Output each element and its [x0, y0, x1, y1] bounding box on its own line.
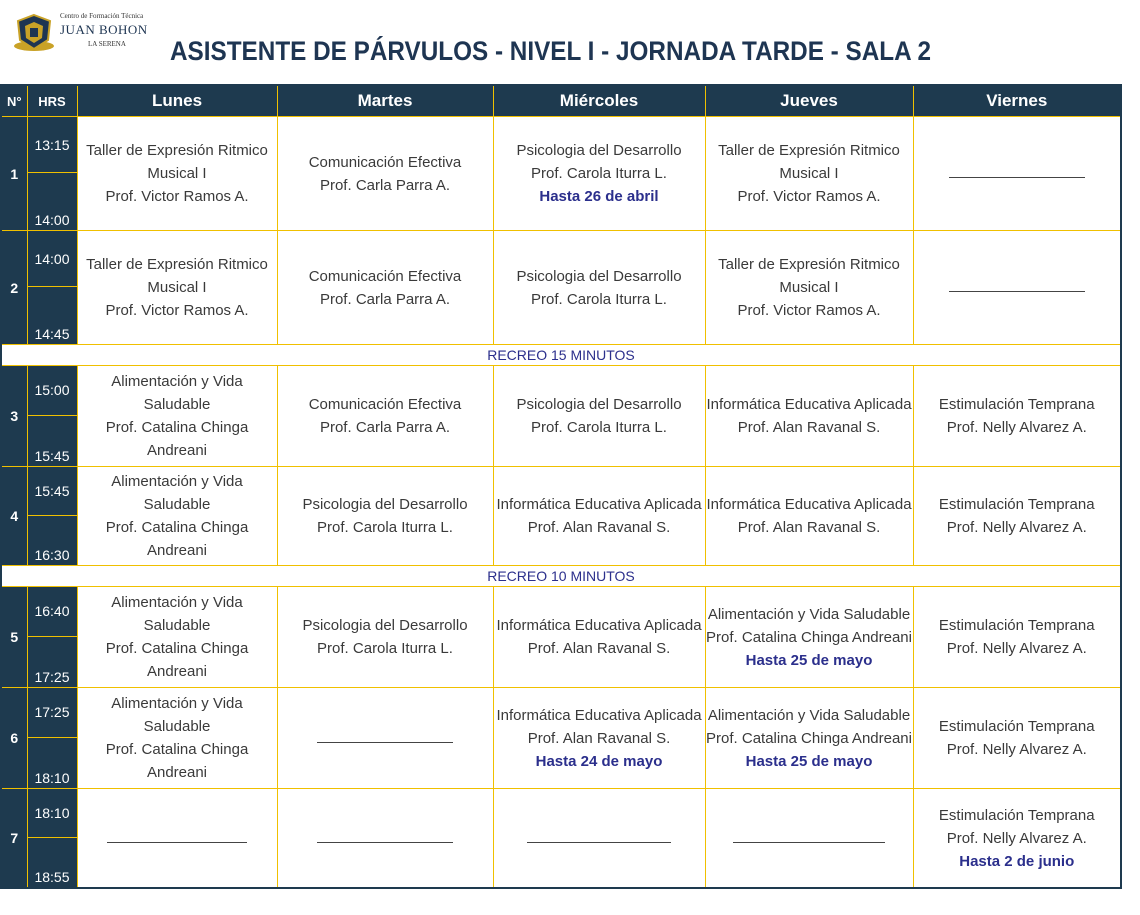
- course-line: Musical I: [147, 165, 207, 182]
- class-cell: [277, 231, 493, 345]
- course-line: Prof. Victor Ramos A.: [737, 188, 881, 205]
- time-start: 15:45: [34, 482, 70, 499]
- course-line: Prof. Catalina Chinga Andreani: [706, 729, 912, 747]
- course-name: Estimulación Temprana: [938, 396, 1095, 413]
- period-number: 6: [1, 688, 27, 789]
- period-hours: [27, 467, 77, 566]
- course-name: Estimulación Temprana: [938, 718, 1095, 735]
- period-hours: [27, 366, 77, 467]
- course-line: Prof. Catalina Chinga Andreani: [105, 419, 249, 459]
- class-cell: [913, 789, 1121, 889]
- course-name: Taller de Expresión Ritmico: [86, 256, 268, 273]
- period-hours: [27, 587, 77, 688]
- class-cell: [277, 789, 493, 889]
- class-cell: [913, 366, 1121, 467]
- logo-line-2: JUAN BOHON: [60, 22, 148, 37]
- course-name: Informática Educativa Aplicada: [706, 496, 912, 513]
- class-cell: [705, 789, 913, 889]
- time-end: 18:55: [28, 837, 77, 888]
- course-name: Alimentación y Vida Saludable: [111, 594, 243, 634]
- class-cell: [705, 467, 913, 566]
- class-cell: [913, 117, 1121, 231]
- break-label: RECREO 15 MINUTOS: [1, 345, 1121, 366]
- course-name: Alimentación y Vida Saludable: [111, 373, 243, 413]
- course-name: Informática Educativa Aplicada: [706, 396, 912, 413]
- class-cell: [705, 117, 913, 231]
- table-row: [1, 467, 1121, 566]
- header-day: Lunes: [77, 85, 277, 117]
- table-row: [1, 117, 1121, 231]
- table-row: [1, 366, 1121, 467]
- course-name: Psicologia del Desarrollo: [302, 617, 468, 634]
- course-line: Prof. Carla Parra A.: [319, 290, 451, 308]
- header-row: [1, 85, 1121, 117]
- course-name: Alimentación y Vida Saludable: [707, 706, 911, 724]
- class-cell: [77, 231, 277, 345]
- period-number: 1: [1, 117, 27, 231]
- course-line: Prof. Catalina Chinga Andreani: [105, 519, 249, 559]
- header-day: Martes: [277, 85, 493, 117]
- header-number: N°: [1, 85, 27, 117]
- class-cell: [277, 467, 493, 566]
- time-end: 17:25: [28, 636, 77, 688]
- course-line: Prof. Nelly Alvarez A.: [946, 419, 1087, 436]
- break-row: [1, 345, 1121, 366]
- class-cell: [913, 467, 1121, 566]
- course-line: Prof. Alan Ravanal S.: [737, 519, 881, 536]
- time-start: 17:25: [34, 704, 70, 721]
- course-name: Comunicación Efectiva: [308, 396, 462, 413]
- class-cell: [277, 117, 493, 231]
- class-cell: [705, 587, 913, 688]
- header-hours: HRS: [27, 85, 77, 117]
- period-number: 7: [1, 789, 27, 889]
- time-start: 18:10: [34, 804, 70, 821]
- course-name: Psicologia del Desarrollo: [302, 496, 468, 513]
- course-line: Prof. Carola Iturra L.: [317, 640, 453, 657]
- class-cell: [913, 688, 1121, 789]
- course-name: Alimentación y Vida Saludable: [707, 605, 911, 623]
- class-cell: [77, 688, 277, 789]
- time-end: 18:10: [28, 737, 77, 789]
- course-line: Prof. Alan Ravanal S.: [527, 640, 671, 657]
- course-line: Prof. Nelly Alvarez A.: [946, 829, 1087, 847]
- class-cell: [913, 231, 1121, 345]
- class-cell: [493, 117, 705, 231]
- logo-line-3: LA SERENA: [88, 40, 126, 48]
- time-end: 16:30: [28, 515, 77, 566]
- course-name: Informática Educativa Aplicada: [496, 617, 702, 634]
- class-cell: [77, 789, 277, 889]
- empty-slot-line: [317, 742, 453, 743]
- course-name: Estimulación Temprana: [938, 617, 1095, 634]
- course-line: Prof. Catalina Chinga Andreani: [706, 628, 912, 646]
- course-name: Comunicación Efectiva: [308, 267, 462, 285]
- course-line: Prof. Victor Ramos A.: [105, 302, 249, 319]
- period-number: 4: [1, 467, 27, 566]
- empty-slot-line: [949, 291, 1085, 292]
- class-cell: [77, 117, 277, 231]
- period-hours: [27, 688, 77, 789]
- course-name: Informática Educativa Aplicada: [496, 706, 702, 724]
- class-cell: [493, 587, 705, 688]
- header-day: Viernes: [913, 85, 1121, 117]
- period-number: 5: [1, 587, 27, 688]
- course-line: Prof. Carla Parra A.: [319, 419, 451, 436]
- period-hours: [27, 231, 77, 345]
- course-name: Psicologia del Desarrollo: [516, 142, 682, 159]
- table-row: [1, 789, 1121, 889]
- page-title: ASISTENTE DE PÁRVULOS - NIVEL I - JORNADA TARDE - SALA 2: [170, 36, 932, 66]
- course-name: Psicologia del Desarrollo: [516, 267, 682, 285]
- course-name: Taller de Expresión Ritmico: [718, 142, 900, 159]
- class-cell: [913, 587, 1121, 688]
- course-line: Prof. Alan Ravanal S.: [737, 419, 881, 436]
- until-date-note: Hasta 25 de mayo: [745, 651, 873, 669]
- course-name: Comunicación Efectiva: [308, 153, 462, 171]
- schedule-table: [0, 84, 1122, 889]
- course-line: Musical I: [779, 165, 839, 182]
- class-cell: [493, 688, 705, 789]
- empty-slot-line: [317, 842, 453, 843]
- empty-slot-line: [733, 842, 885, 843]
- course-line: Prof. Carola Iturra L.: [317, 519, 453, 536]
- time-end: 14:45: [28, 286, 77, 344]
- period-hours: [27, 789, 77, 889]
- course-line: Prof. Catalina Chinga Andreani: [105, 741, 249, 781]
- course-name: Taller de Expresión Ritmico: [86, 142, 268, 159]
- schedule-body: [1, 117, 1121, 889]
- crest-icon: [12, 12, 56, 54]
- course-line: Prof. Alan Ravanal S.: [527, 519, 671, 536]
- until-date-note: Hasta 26 de abril: [539, 188, 659, 205]
- class-cell: [705, 366, 913, 467]
- empty-slot-line: [527, 842, 671, 843]
- table-row: [1, 688, 1121, 789]
- time-end: 15:45: [28, 415, 77, 467]
- course-line: Musical I: [779, 279, 839, 296]
- institution-logo: [8, 10, 148, 56]
- time-start: 15:00: [34, 382, 70, 399]
- until-date-note: Hasta 2 de junio: [959, 852, 1075, 870]
- empty-slot-line: [107, 842, 247, 843]
- break-label: RECREO 10 MINUTOS: [1, 566, 1121, 587]
- class-cell: [493, 467, 705, 566]
- class-cell: [493, 231, 705, 345]
- course-line: Prof. Carola Iturra L.: [531, 290, 667, 308]
- class-cell: [77, 366, 277, 467]
- period-hours: [27, 117, 77, 231]
- time-end: 14:00: [28, 172, 77, 230]
- class-cell: [77, 467, 277, 566]
- time-start: 14:00: [34, 250, 70, 267]
- course-name: Informática Educativa Aplicada: [496, 496, 702, 513]
- class-cell: [493, 366, 705, 467]
- table-row: [1, 231, 1121, 345]
- course-name: Psicologia del Desarrollo: [516, 396, 682, 413]
- course-line: Prof. Nelly Alvarez A.: [946, 519, 1087, 536]
- header-day: Miércoles: [493, 85, 705, 117]
- time-start: 13:15: [34, 136, 70, 153]
- course-line: Prof. Carola Iturra L.: [531, 419, 667, 436]
- class-cell: [277, 587, 493, 688]
- course-line: Prof. Carla Parra A.: [319, 176, 451, 194]
- until-date-note: Hasta 24 de mayo: [535, 752, 663, 770]
- header-day: Jueves: [705, 85, 913, 117]
- period-number: 3: [1, 366, 27, 467]
- course-line: Prof. Victor Ramos A.: [105, 188, 249, 205]
- empty-slot-line: [949, 177, 1085, 178]
- course-line: Prof. Carola Iturra L.: [531, 165, 667, 182]
- period-number: 2: [1, 231, 27, 345]
- course-line: Prof. Nelly Alvarez A.: [946, 640, 1087, 657]
- course-name: Taller de Expresión Ritmico: [718, 256, 900, 273]
- class-cell: [77, 587, 277, 688]
- class-cell: [705, 231, 913, 345]
- course-name: Estimulación Temprana: [938, 806, 1095, 824]
- course-line: Prof. Nelly Alvarez A.: [946, 741, 1087, 758]
- until-date-note: Hasta 25 de mayo: [745, 752, 873, 770]
- class-cell: [705, 688, 913, 789]
- course-line: Musical I: [147, 279, 207, 296]
- time-start: 16:40: [34, 603, 70, 620]
- course-line: Prof. Catalina Chinga Andreani: [105, 640, 249, 680]
- class-cell: [277, 688, 493, 789]
- class-cell: [493, 789, 705, 889]
- logo-line-1: Centro de Formación Técnica: [60, 12, 144, 20]
- course-line: Prof. Victor Ramos A.: [737, 302, 881, 319]
- class-cell: [277, 366, 493, 467]
- course-line: Prof. Alan Ravanal S.: [527, 729, 671, 747]
- course-name: Estimulación Temprana: [938, 496, 1095, 513]
- table-row: [1, 587, 1121, 688]
- course-name: Alimentación y Vida Saludable: [111, 695, 243, 735]
- break-row: [1, 566, 1121, 587]
- course-name: Alimentación y Vida Saludable: [111, 473, 243, 513]
